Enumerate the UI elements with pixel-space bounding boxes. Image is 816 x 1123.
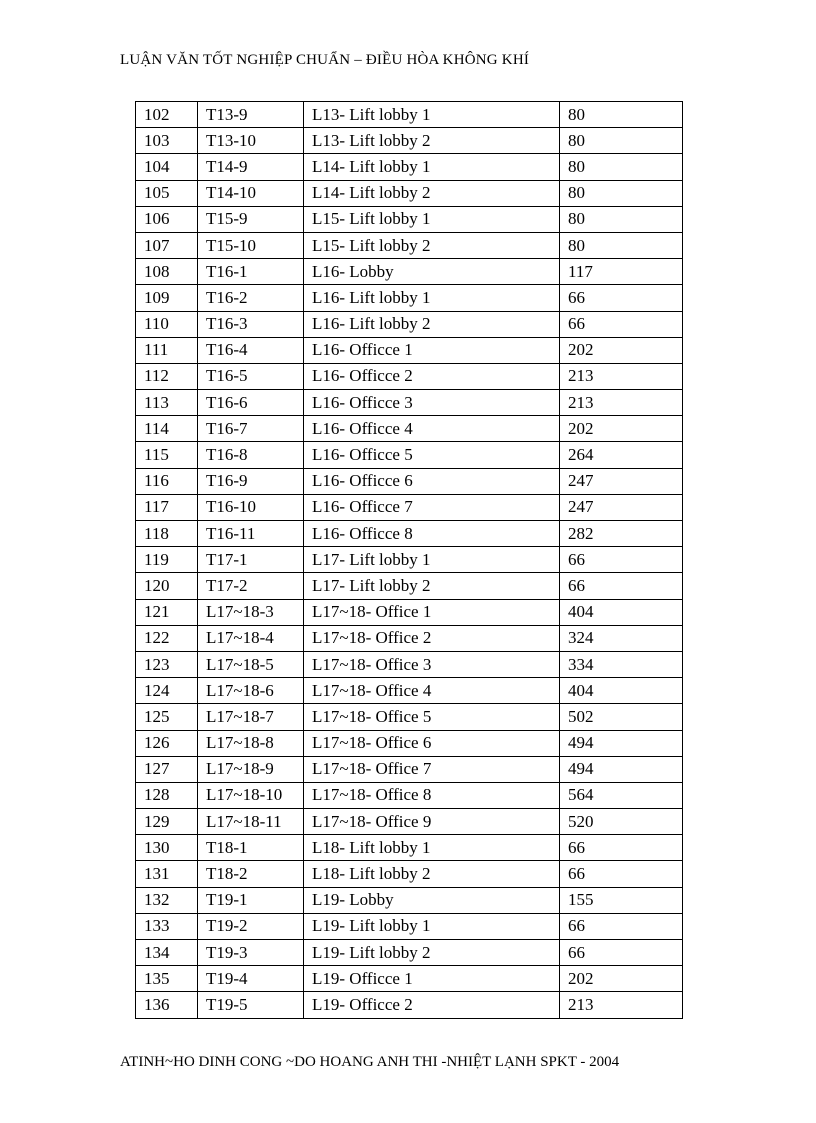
row-number-cell: 120 (136, 573, 198, 599)
room-name-cell: L19- Officce 1 (304, 966, 560, 992)
unit-code-cell: T13-10 (198, 128, 304, 154)
value-cell: 80 (560, 206, 683, 232)
unit-code-cell: L17~18-9 (198, 756, 304, 782)
unit-code-cell: T19-3 (198, 940, 304, 966)
row-number-cell: 110 (136, 311, 198, 337)
room-name-cell: L17~18- Office 3 (304, 651, 560, 677)
table-row (136, 521, 683, 547)
row-number-cell: 136 (136, 992, 198, 1018)
table-row (136, 704, 683, 730)
row-number-cell: 127 (136, 756, 198, 782)
value-cell: 202 (560, 416, 683, 442)
value-cell: 282 (560, 521, 683, 547)
value-cell: 502 (560, 704, 683, 730)
row-number-cell: 108 (136, 259, 198, 285)
value-cell: 80 (560, 128, 683, 154)
row-number-cell: 122 (136, 625, 198, 651)
row-number-cell: 121 (136, 599, 198, 625)
room-name-cell: L18- Lift lobby 1 (304, 835, 560, 861)
unit-code-cell: T16-7 (198, 416, 304, 442)
value-cell: 202 (560, 966, 683, 992)
row-number-cell: 119 (136, 547, 198, 573)
unit-code-cell: T16-3 (198, 311, 304, 337)
row-number-cell: 135 (136, 966, 198, 992)
row-number-cell: 130 (136, 835, 198, 861)
unit-code-cell: L17~18-8 (198, 730, 304, 756)
value-cell: 80 (560, 102, 683, 128)
value-cell: 520 (560, 809, 683, 835)
table-row (136, 887, 683, 913)
unit-code-cell: T14-10 (198, 180, 304, 206)
data-table (135, 101, 683, 1019)
row-number-cell: 105 (136, 180, 198, 206)
value-cell: 404 (560, 678, 683, 704)
value-cell: 66 (560, 940, 683, 966)
unit-code-cell: L17~18-11 (198, 809, 304, 835)
row-number-cell: 123 (136, 651, 198, 677)
table-row (136, 809, 683, 835)
unit-code-cell: L17~18-10 (198, 782, 304, 808)
unit-code-cell: T16-4 (198, 337, 304, 363)
row-number-cell: 129 (136, 809, 198, 835)
value-cell: 494 (560, 756, 683, 782)
room-name-cell: L16- Officce 2 (304, 363, 560, 389)
table-row (136, 311, 683, 337)
room-name-cell: L16- Officce 8 (304, 521, 560, 547)
table-row (136, 102, 683, 128)
room-name-cell: L17- Lift lobby 1 (304, 547, 560, 573)
page-header: LUẬN VĂN TỐT NGHIỆP CHUẨN – ĐIỀU HÒA KHÔNG KHÍ (120, 52, 530, 68)
row-number-cell: 116 (136, 468, 198, 494)
value-cell: 117 (560, 259, 683, 285)
row-number-cell: 109 (136, 285, 198, 311)
room-name-cell: L16- Officce 4 (304, 416, 560, 442)
table-row (136, 154, 683, 180)
unit-code-cell: T16-5 (198, 363, 304, 389)
value-cell: 404 (560, 599, 683, 625)
unit-code-cell: T14-9 (198, 154, 304, 180)
table-row (136, 494, 683, 520)
table-row (136, 678, 683, 704)
row-number-cell: 125 (136, 704, 198, 730)
value-cell: 80 (560, 180, 683, 206)
value-cell: 66 (560, 861, 683, 887)
unit-code-cell: L17~18-5 (198, 651, 304, 677)
value-cell: 66 (560, 285, 683, 311)
room-name-cell: L14- Lift lobby 2 (304, 180, 560, 206)
room-name-cell: L15- Lift lobby 1 (304, 206, 560, 232)
table-row (136, 756, 683, 782)
room-name-cell: L19- Lift lobby 2 (304, 940, 560, 966)
unit-code-cell: T17-2 (198, 573, 304, 599)
row-number-cell: 126 (136, 730, 198, 756)
row-number-cell: 118 (136, 521, 198, 547)
value-cell: 247 (560, 494, 683, 520)
row-number-cell: 107 (136, 232, 198, 258)
unit-code-cell: T13-9 (198, 102, 304, 128)
unit-code-cell: T19-4 (198, 966, 304, 992)
value-cell: 564 (560, 782, 683, 808)
row-number-cell: 102 (136, 102, 198, 128)
room-name-cell: L13- Lift lobby 2 (304, 128, 560, 154)
row-number-cell: 114 (136, 416, 198, 442)
row-number-cell: 103 (136, 128, 198, 154)
row-number-cell: 128 (136, 782, 198, 808)
row-number-cell: 104 (136, 154, 198, 180)
row-number-cell: 131 (136, 861, 198, 887)
row-number-cell: 106 (136, 206, 198, 232)
value-cell: 213 (560, 992, 683, 1018)
unit-code-cell: L17~18-7 (198, 704, 304, 730)
table-row (136, 625, 683, 651)
room-name-cell: L16- Officce 3 (304, 390, 560, 416)
value-cell: 324 (560, 625, 683, 651)
row-number-cell: 133 (136, 913, 198, 939)
unit-code-cell: T16-11 (198, 521, 304, 547)
value-cell: 494 (560, 730, 683, 756)
table-row (136, 599, 683, 625)
unit-code-cell: T18-2 (198, 861, 304, 887)
unit-code-cell: T19-1 (198, 887, 304, 913)
table-row (136, 940, 683, 966)
room-name-cell: L13- Lift lobby 1 (304, 102, 560, 128)
table-row (136, 913, 683, 939)
row-number-cell: 111 (136, 337, 198, 363)
value-cell: 264 (560, 442, 683, 468)
table-row (136, 128, 683, 154)
value-cell: 66 (560, 835, 683, 861)
room-name-cell: L17~18- Office 1 (304, 599, 560, 625)
unit-code-cell: T16-8 (198, 442, 304, 468)
room-name-cell: L17~18- Office 4 (304, 678, 560, 704)
unit-code-cell: T19-5 (198, 992, 304, 1018)
unit-code-cell: T18-1 (198, 835, 304, 861)
table-row (136, 442, 683, 468)
value-cell: 66 (560, 573, 683, 599)
room-name-cell: L16- Officce 7 (304, 494, 560, 520)
table-row (136, 966, 683, 992)
table-row (136, 363, 683, 389)
table-row (136, 651, 683, 677)
room-name-cell: L16- Officce 5 (304, 442, 560, 468)
unit-code-cell: T16-10 (198, 494, 304, 520)
room-name-cell: L16- Officce 1 (304, 337, 560, 363)
row-number-cell: 112 (136, 363, 198, 389)
room-name-cell: L17~18- Office 6 (304, 730, 560, 756)
room-name-cell: L19- Officce 2 (304, 992, 560, 1018)
room-name-cell: L19- Lobby (304, 887, 560, 913)
unit-code-cell: T19-2 (198, 913, 304, 939)
room-name-cell: L19- Lift lobby 1 (304, 913, 560, 939)
value-cell: 66 (560, 547, 683, 573)
room-name-cell: L16- Lift lobby 1 (304, 285, 560, 311)
value-cell: 202 (560, 337, 683, 363)
table-row (136, 337, 683, 363)
room-name-cell: L16- Lift lobby 2 (304, 311, 560, 337)
row-number-cell: 124 (136, 678, 198, 704)
value-cell: 213 (560, 363, 683, 389)
table-row (136, 730, 683, 756)
unit-code-cell: T15-9 (198, 206, 304, 232)
row-number-cell: 115 (136, 442, 198, 468)
unit-code-cell: L17~18-4 (198, 625, 304, 651)
room-name-cell: L17- Lift lobby 2 (304, 573, 560, 599)
table-row (136, 390, 683, 416)
row-number-cell: 113 (136, 390, 198, 416)
room-name-cell: L17~18- Office 7 (304, 756, 560, 782)
room-name-cell: L15- Lift lobby 2 (304, 232, 560, 258)
value-cell: 80 (560, 154, 683, 180)
unit-code-cell: T16-1 (198, 259, 304, 285)
table-row (136, 782, 683, 808)
unit-code-cell: T17-1 (198, 547, 304, 573)
table-row (136, 285, 683, 311)
table-row (136, 206, 683, 232)
row-number-cell: 134 (136, 940, 198, 966)
unit-code-cell: T16-2 (198, 285, 304, 311)
table-row (136, 468, 683, 494)
room-name-cell: L17~18- Office 8 (304, 782, 560, 808)
room-name-cell: L16- Lobby (304, 259, 560, 285)
table-row (136, 835, 683, 861)
table-row (136, 861, 683, 887)
unit-code-cell: T16-9 (198, 468, 304, 494)
value-cell: 213 (560, 390, 683, 416)
room-name-cell: L14- Lift lobby 1 (304, 154, 560, 180)
value-cell: 66 (560, 311, 683, 337)
value-cell: 155 (560, 887, 683, 913)
unit-code-cell: T15-10 (198, 232, 304, 258)
room-name-cell: L17~18- Office 5 (304, 704, 560, 730)
row-number-cell: 117 (136, 494, 198, 520)
table-row (136, 573, 683, 599)
table-row (136, 992, 683, 1018)
room-name-cell: L17~18- Office 9 (304, 809, 560, 835)
room-name-cell: L17~18- Office 2 (304, 625, 560, 651)
room-name-cell: L16- Officce 6 (304, 468, 560, 494)
table-body (136, 102, 683, 1019)
table-row (136, 547, 683, 573)
value-cell: 66 (560, 913, 683, 939)
page-footer: ATINH~HO DINH CONG ~DO HOANG ANH THI -NHIỆT LẠNH SPKT - 2004 (120, 1054, 620, 1070)
table-row (136, 232, 683, 258)
unit-code-cell: L17~18-3 (198, 599, 304, 625)
table-row (136, 180, 683, 206)
value-cell: 334 (560, 651, 683, 677)
value-cell: 247 (560, 468, 683, 494)
row-number-cell: 132 (136, 887, 198, 913)
table-row (136, 416, 683, 442)
table-row (136, 259, 683, 285)
unit-code-cell: L17~18-6 (198, 678, 304, 704)
room-name-cell: L18- Lift lobby 2 (304, 861, 560, 887)
unit-code-cell: T16-6 (198, 390, 304, 416)
value-cell: 80 (560, 232, 683, 258)
